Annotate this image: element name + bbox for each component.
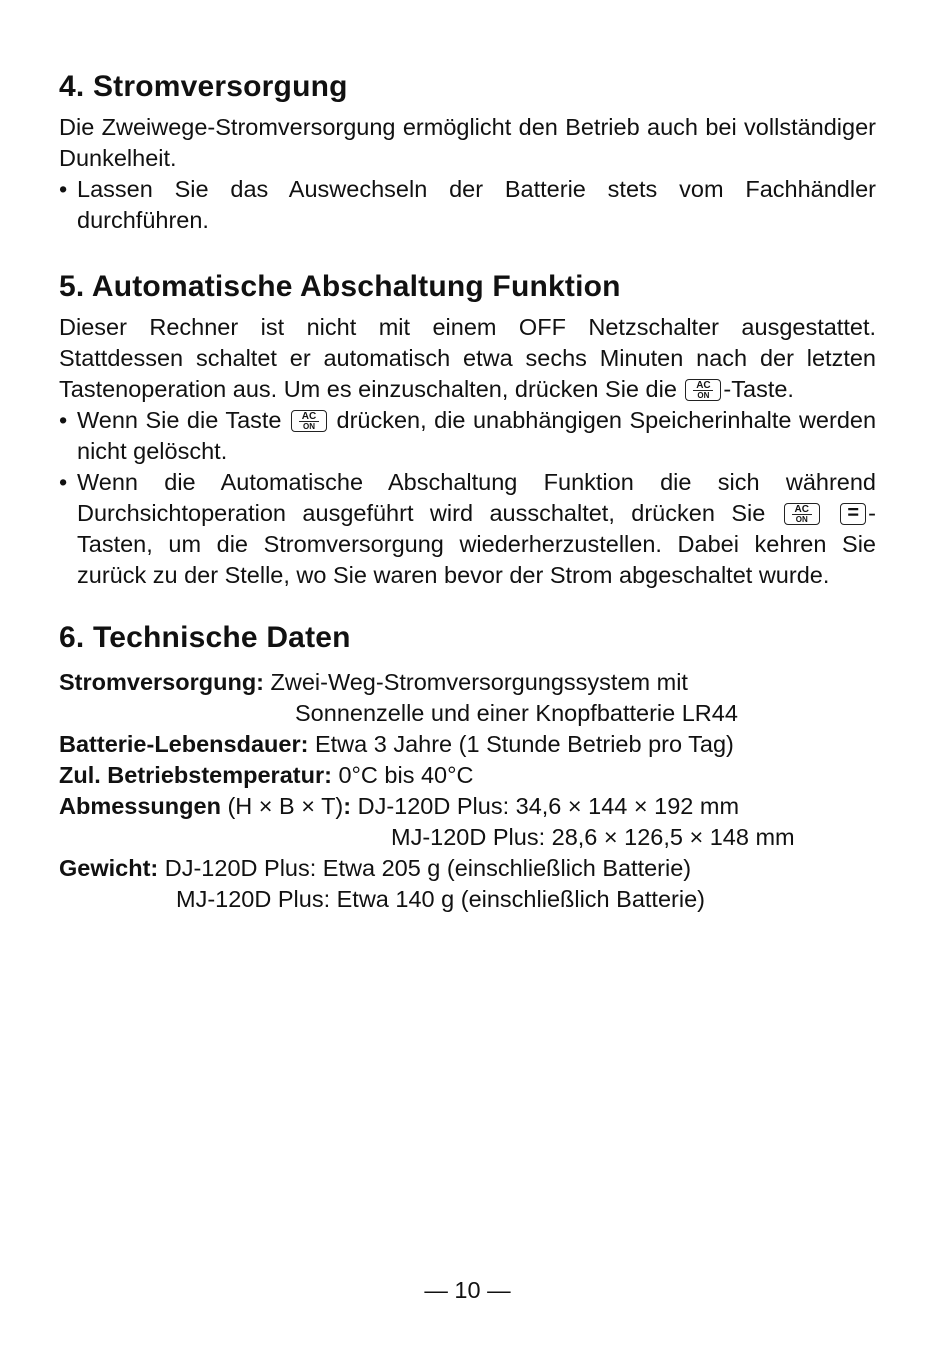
section-5-title: 5. Automatische Abschaltung Funktion: [59, 270, 621, 303]
ac-on-key-icon: [291, 410, 327, 432]
ac-on-key-icon: [784, 503, 820, 525]
ac-key-top-label: AC: [301, 411, 317, 422]
equals-key-icon: [840, 503, 866, 525]
spec-weight-value-2: MJ-120D Plus: Etwa 140 g (einschließlich Batterie): [176, 886, 705, 912]
section-5-bullet-2-start: Wenn die Automatische Abschaltung Funktion die sich während Durchsichtoperation ausgeführt wird ausschaltet, drücken Sie: [77, 469, 876, 526]
section-4-paragraph: Die Zweiwege-Stromversorgung ermöglicht den Betrieb auch bei vollständiger Dunkelheit.: [59, 114, 876, 171]
ac-key-bottom-label: ON: [303, 422, 316, 431]
section-4-bullets: [59, 174, 876, 236]
section-5-bullet-2: [59, 467, 876, 591]
spec-weight-value-1: DJ-120D Plus: Etwa 205 g (einschließlich Batterie): [164, 855, 692, 881]
section-5-paragraph: [59, 312, 876, 405]
spec-power-value-1: Zwei-Weg-Stromversorgungssystem mit: [270, 669, 688, 695]
ac-key-top-label: AC: [794, 504, 809, 515]
section-5-bullet-1-start: Wenn Sie die Taste: [77, 407, 282, 433]
spec-temperature: [59, 760, 876, 791]
spec-battery-label: Batterie-Lebensdauer:: [59, 731, 309, 757]
section-5-bullets: [59, 405, 876, 591]
specifications: [59, 667, 876, 915]
section-5-bullet-1-end: drücken, die unabhängigen Speicherinhalte werden nicht gelöscht.: [77, 407, 877, 464]
spec-temperature-value: 0°C bis 40°C: [338, 762, 474, 788]
spec-battery-value: Etwa 3 Jahre (1 Stunde Betrieb pro Tag): [314, 731, 734, 757]
section-5-paragraph-start: Dieser Rechner ist nicht mit einem OFF Netzschalter ausgestattet. Stattdessen schaltet er automatisch etwa sechs Minuten nach der letzten Tastenoperation aus. Um es einzuschalten, drücken Sie die: [59, 314, 876, 402]
spec-dimensions-sub: (H × B × T): [227, 793, 344, 819]
section-5-bullet-2-end: -Tasten, um die Stromversorgung wiederherzustellen. Dabei kehren Sie zurück zu der Stelle, wo Sie waren bevor der Strom abgeschaltet wurde.: [77, 500, 876, 588]
spec-power: [59, 667, 876, 698]
spec-weight-label: Gewicht:: [59, 855, 159, 881]
spec-battery: [59, 729, 876, 760]
equals-key-label: =: [847, 502, 860, 524]
section-4-bullet-1: • Lassen Sie das Auswechseln der Batterie stets vom Fachhändler durchführen.: [59, 174, 876, 236]
spec-dimensions: [59, 791, 876, 822]
ac-on-key-icon: [685, 379, 721, 401]
section-4-title: 4. Stromversorgung: [59, 70, 348, 103]
section-5-bullet-1: [59, 405, 876, 467]
spec-dimensions-label: Abmessungen: [59, 793, 221, 819]
ac-key-top-label: AC: [696, 380, 711, 391]
section-5-paragraph-end: -Taste.: [723, 376, 794, 402]
spec-temperature-label: Zul. Betriebstemperatur:: [59, 762, 332, 788]
spec-dimensions-value-1: DJ-120D Plus: 34,6 × 144 × 192 mm: [357, 793, 740, 819]
page-content: [59, 64, 876, 915]
spec-dimensions-value-2: MJ-120D Plus: 28,6 × 126,5 × 148 mm: [391, 824, 795, 850]
ac-key-bottom-label: ON: [795, 515, 808, 524]
spec-dimensions-colon: :: [343, 793, 352, 819]
spec-power-value-2: Sonnenzelle und einer Knopfbatterie LR44: [295, 700, 738, 726]
spec-weight: [59, 853, 876, 884]
page-number: — 10 —: [424, 1277, 511, 1303]
spec-power-label: Stromversorgung:: [59, 669, 264, 695]
ac-key-bottom-label: ON: [697, 391, 710, 400]
section-6-title: 6. Technische Daten: [59, 621, 351, 654]
